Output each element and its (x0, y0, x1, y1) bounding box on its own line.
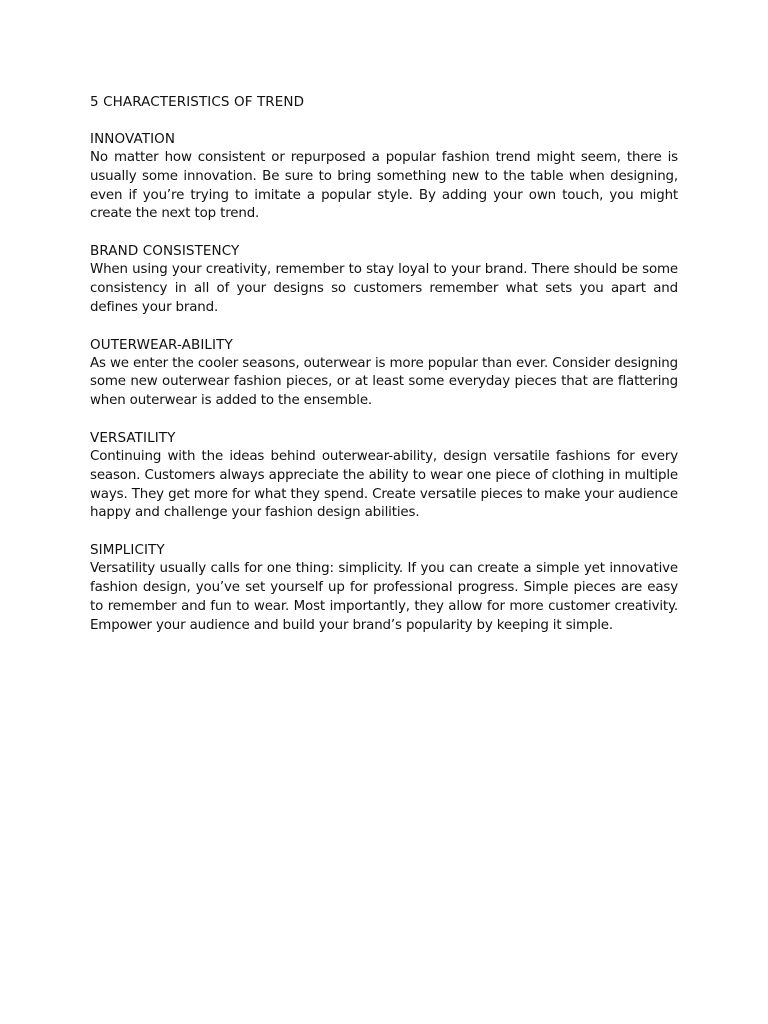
section-versatility (90, 429, 678, 523)
section-brand-consistency (90, 242, 678, 317)
section-heading: INNOVATION (90, 131, 176, 147)
section-paragraph: Versatility usually calls for one thing: simplicity. If you can create a simple yet innovative fashion design, you’ve set yourself up for professional progress. Simple pieces are easy to remember and fun to wear. Most importantly, they allow for more customer creativity. Empower your audience and build your brand’s popularity by keeping it simple. (90, 561, 678, 633)
section-heading: BRAND CONSISTENCY (90, 243, 240, 260)
section-paragraph: No matter how consistent or repurposed a popular fashion trend might seem, there is usually some innovation. Be sure to bring something new to the table when designing, even if you’re trying to imitate a popular style. By adding your own touch, you might create the next top trend. (90, 150, 678, 222)
section-simplicity (90, 541, 678, 635)
section-innovation (90, 130, 678, 224)
document-title: 5 CHARACTERISTICS OF TREND (90, 94, 305, 110)
section-heading: OUTERWEAR-ABILITY (90, 336, 233, 353)
section-paragraph: When using your creativity, remember to stay loyal to your brand. There should be some consistency in all of your designs so customers remember what sets you apart and defines your brand. (90, 262, 678, 315)
section-paragraph: As we enter the cooler seasons, outerwear is more popular than ever. Consider designing some new outerwear fashion pieces, or at least some everyday pieces that are flattering when outerwear is added to the ensemble. (90, 355, 678, 409)
section-heading: VERSATILITY (90, 429, 176, 446)
section-paragraph: Continuing with the ideas behind outerwear-ability, design versatile fashions for every season. Customers always appreciate the ability to wear one piece of clothing in multiple ways. They get more for what they spend. Create versatile pieces to make your audience happy and challenge your fashion design abilities. (90, 448, 678, 521)
document-page (90, 93, 678, 653)
section-outerwear-ability (90, 336, 678, 411)
section-heading: SIMPLICITY (90, 542, 165, 559)
